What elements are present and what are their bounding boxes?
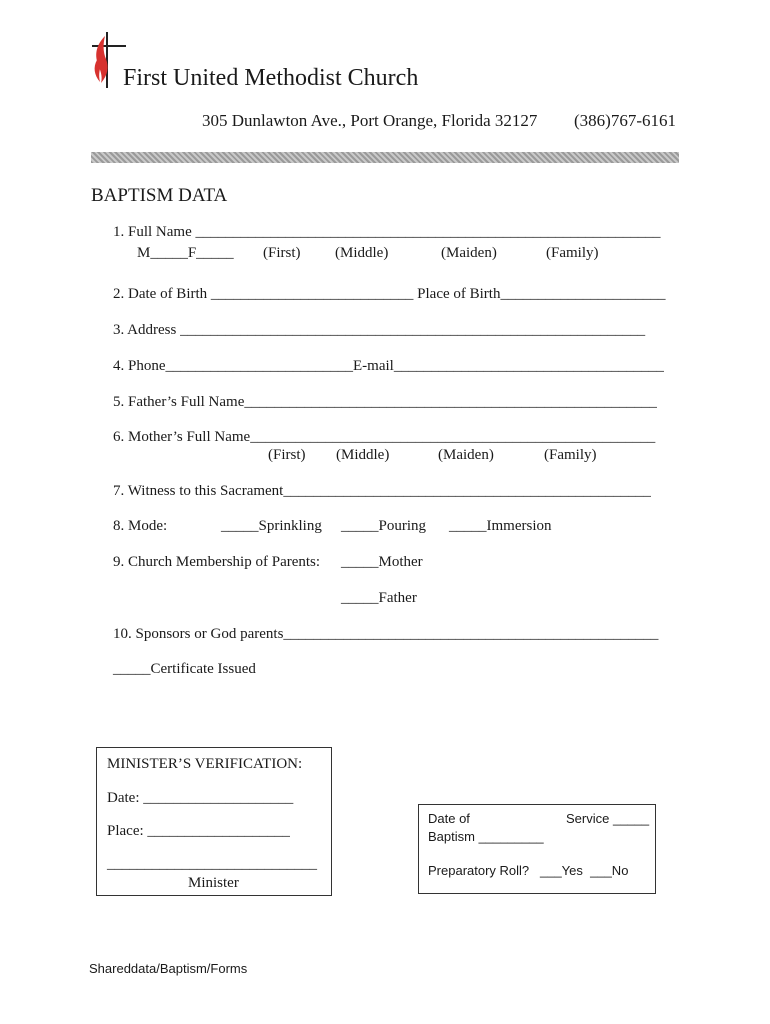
phone-email-field[interactable]: 4. Phone_________________________E-mail____________________________________ <box>113 358 664 374</box>
mode-pouring-option[interactable]: _____Pouring <box>341 518 427 534</box>
address-field[interactable]: 3. Address ______________________________________________________________ <box>113 322 646 338</box>
full-name-field[interactable]: 1. Full Name ______________________________________________________________ <box>113 224 661 240</box>
header-divider <box>91 152 679 163</box>
minister-place-field[interactable]: Place: ___________________ <box>107 823 290 839</box>
first-hint: (First) <box>263 245 301 261</box>
minister-date-field[interactable]: Date: ____________________ <box>107 790 294 806</box>
minister-signature-line[interactable]: ____________________________ <box>107 856 317 872</box>
mother-middle-hint: (Middle) <box>336 447 390 463</box>
church-address: 305 Dunlawton Ave., Port Orange, Florida 32127 <box>202 111 538 130</box>
membership-father-option[interactable]: _____Father <box>341 590 417 606</box>
minister-verification-box <box>96 747 332 896</box>
mode-immersion-option[interactable]: _____Immersion <box>449 518 552 534</box>
middle-hint: (Middle) <box>335 245 389 261</box>
maiden-hint: (Maiden) <box>441 245 497 261</box>
date-place-of-birth-field[interactable]: 2. Date of Birth ___________________________ Place of Birth______________________ <box>113 286 666 302</box>
membership-label: 9. Church Membership of Parents: <box>113 554 321 570</box>
mother-name-field[interactable]: 6. Mother’s Full Name______________________________________________________ <box>113 429 656 445</box>
church-phone: (386)767-6161 <box>574 111 676 130</box>
certificate-issued-field[interactable]: _____Certificate Issued <box>113 661 256 677</box>
witness-field[interactable]: 7. Witness to this Sacrament_________________________________________________ <box>113 483 651 499</box>
mode-label: 8. Mode: <box>113 518 168 534</box>
cross-and-flame-icon <box>88 30 128 90</box>
baptism-info-box <box>418 804 656 894</box>
service-field[interactable]: Service _____ <box>566 811 650 826</box>
father-name-field[interactable]: 5. Father’s Full Name_______________________________________________________ <box>113 394 657 410</box>
mode-sprinkling-option[interactable]: _____Sprinkling <box>221 518 322 534</box>
form-title: BAPTISM DATA <box>91 185 228 206</box>
sex-field[interactable]: M_____F_____ <box>137 245 234 261</box>
mother-maiden-hint: (Maiden) <box>438 447 494 463</box>
footer-path: Shareddata/Baptism/Forms <box>89 961 248 976</box>
church-name: First United Methodist Church <box>123 65 419 91</box>
mother-family-hint: (Family) <box>544 447 597 463</box>
minister-verification-title: MINISTER’S VERIFICATION: <box>107 756 303 772</box>
baptism-date-field[interactable]: Baptism _________ <box>428 829 544 844</box>
date-of-label: Date of <box>428 811 470 826</box>
minister-signature-label: Minister <box>188 875 239 891</box>
family-hint: (Family) <box>546 245 599 261</box>
sponsors-field[interactable]: 10. Sponsors or God parents__________________________________________________ <box>113 626 659 642</box>
membership-mother-option[interactable]: _____Mother <box>341 554 423 570</box>
mother-first-hint: (First) <box>268 447 306 463</box>
preparatory-roll-field[interactable]: Preparatory Roll? ___Yes ___No <box>428 863 629 878</box>
